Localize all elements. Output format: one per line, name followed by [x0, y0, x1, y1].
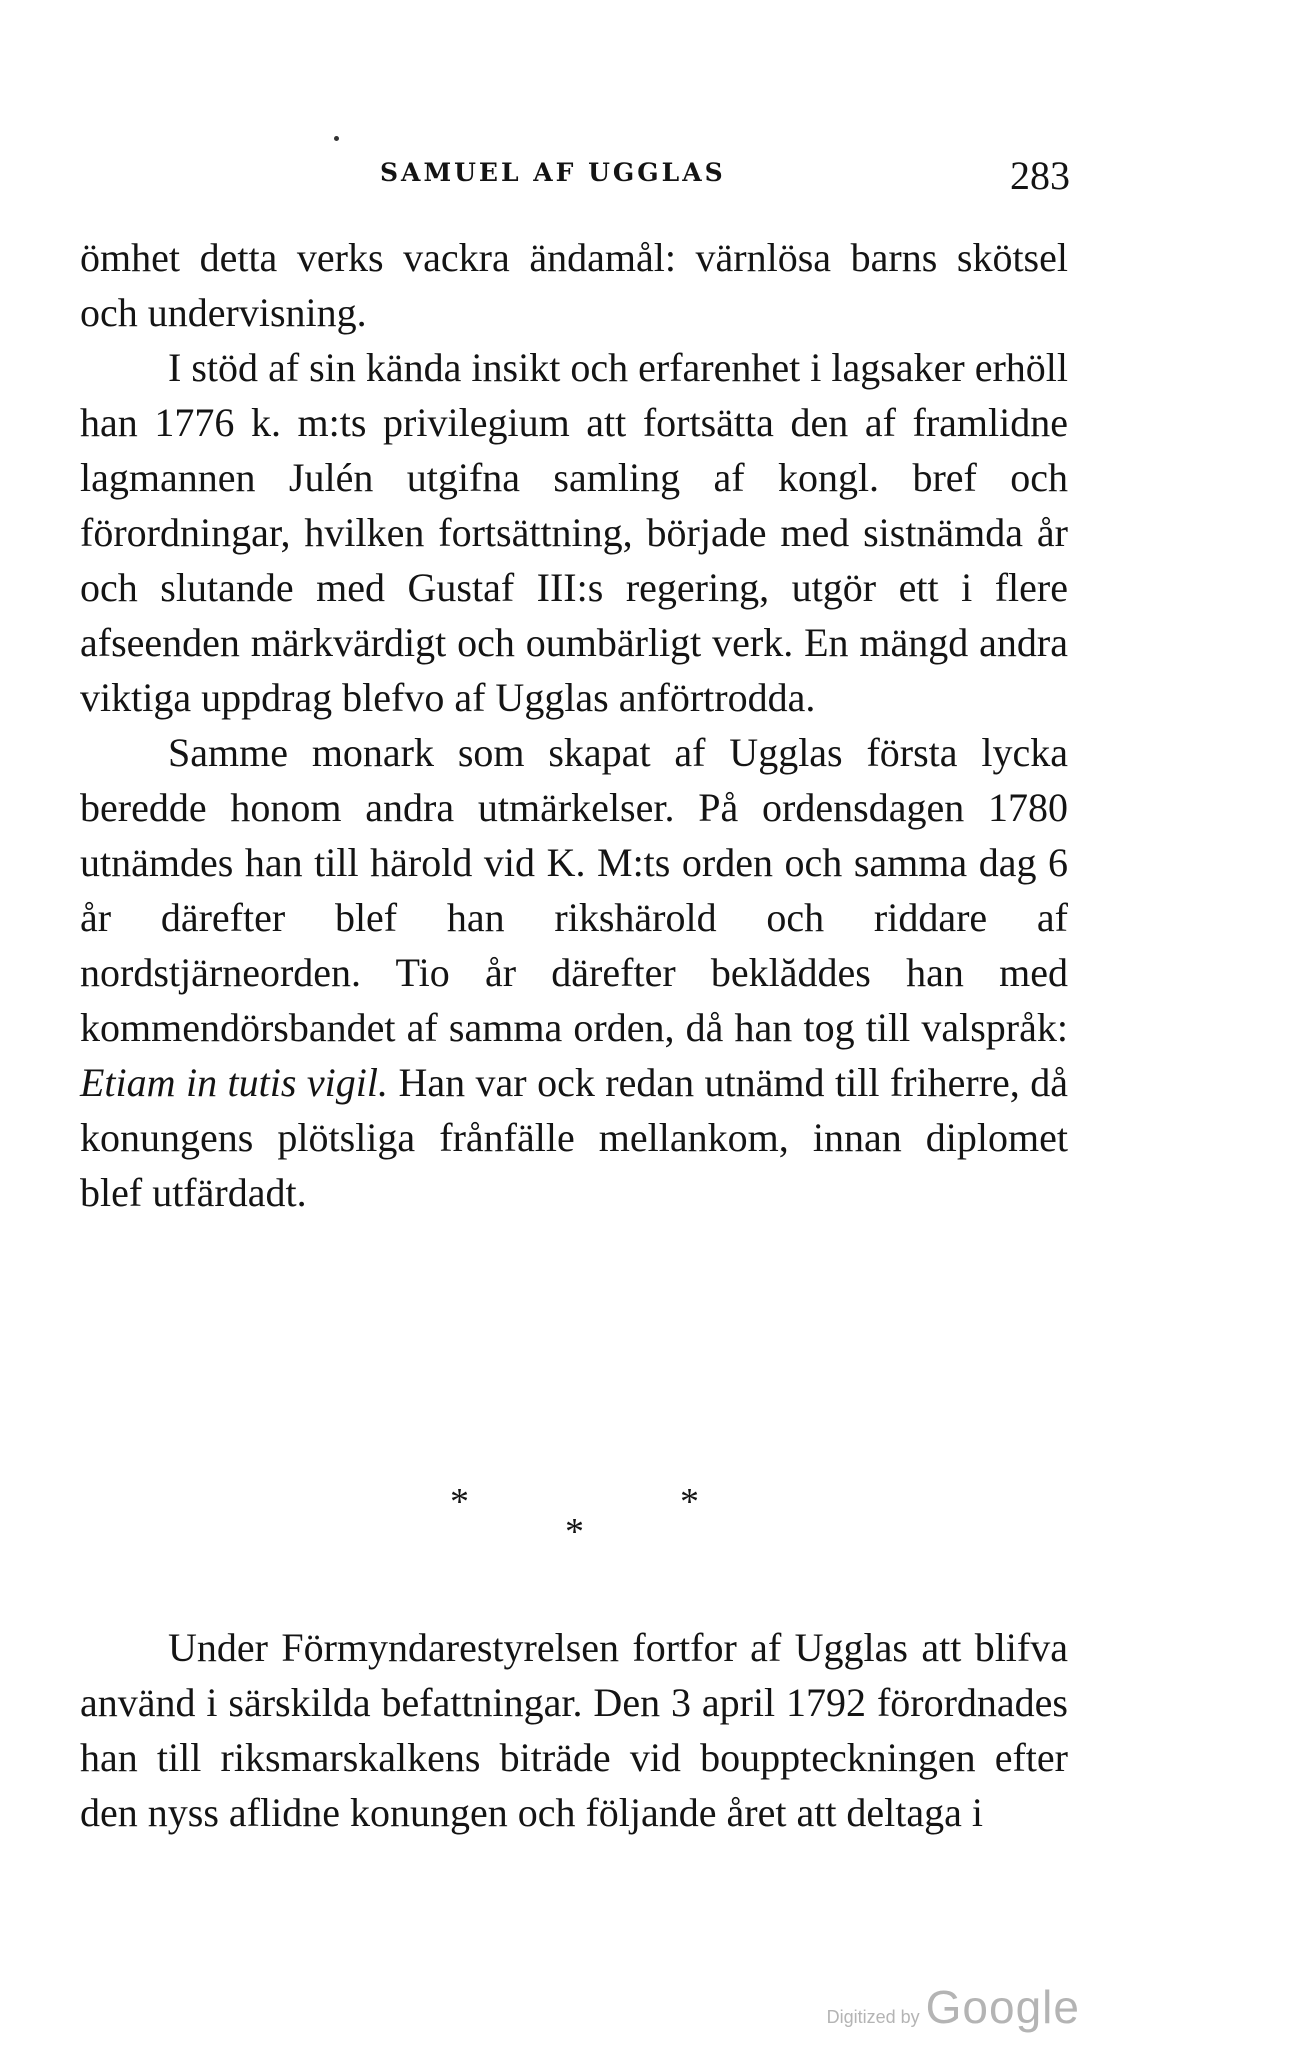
motto-italic: Etiam in tutis vigil. — [80, 1060, 389, 1105]
asterisk: * — [680, 1481, 699, 1523]
ink-dot — [334, 136, 339, 141]
watermark-small: Digitized by — [826, 2007, 920, 2027]
body-text-top — [80, 230, 1068, 1220]
asterism-divider — [440, 1480, 720, 1553]
paragraph-1: ömhet detta verks vackra ändamål: värnlösa barns skötsel och undervisning. — [80, 235, 1068, 335]
paragraph-3 — [80, 725, 1068, 1220]
body-text-bottom — [80, 1620, 1068, 1840]
digitized-watermark — [827, 1980, 1080, 2034]
paragraph-2: I stöd af sin kända insikt och erfarenhet i lagsaker erhöll han 1776 k. m:ts privilegium att fortsätta den af framlidne lagmannen Julén utgifna samling af kongl. bref och förordningar, hvilken fortsättning, började med sistnämda år och slutande med Gustaf III:s regering, utgör ett i flere afseenden märkvärdigt och oumbärligt verk. En mängd andra viktiga uppdrag blefvo af Ugglas anförtrodda. — [80, 345, 1068, 720]
watermark-logo: Google — [925, 1981, 1080, 2033]
asterisk: * — [450, 1481, 469, 1523]
running-title: SAMUEL AF UGGLAS — [380, 158, 726, 187]
page-header — [380, 153, 1070, 198]
paragraph-4: Under Förmyndarestyrelsen fortfor af Ugglas att blifva använd i särskilda befattningar. Den 3 april 1792 förordnades han till riksmarskalkens biträde vid bouppteckningen efter den nyss aflidne konungen och följande året att deltaga i — [80, 1625, 1068, 1835]
paragraph-3-part-1: Samme monark som skapat af Ugglas första lycka beredde honom andra utmärkelser. På ordensdagen 1780 utnämdes han till härold vid K. M:ts orden och samma dag 6 år därefter blef han rikshärold och riddare af nordstjärneorden. Tio år därefter beklăddes han med kommendörsbandet af samma orden, då han tog till valspråk: — [80, 730, 1068, 1050]
paragraph-3-part-2: Han var ock redan utnämd till friherre, då konungens plötsliga frånfälle mellankom, innan diplomet blef utfärdadt. — [80, 1060, 1068, 1215]
page-number: 283 — [1010, 153, 1070, 198]
asterisk: * — [565, 1511, 584, 1553]
